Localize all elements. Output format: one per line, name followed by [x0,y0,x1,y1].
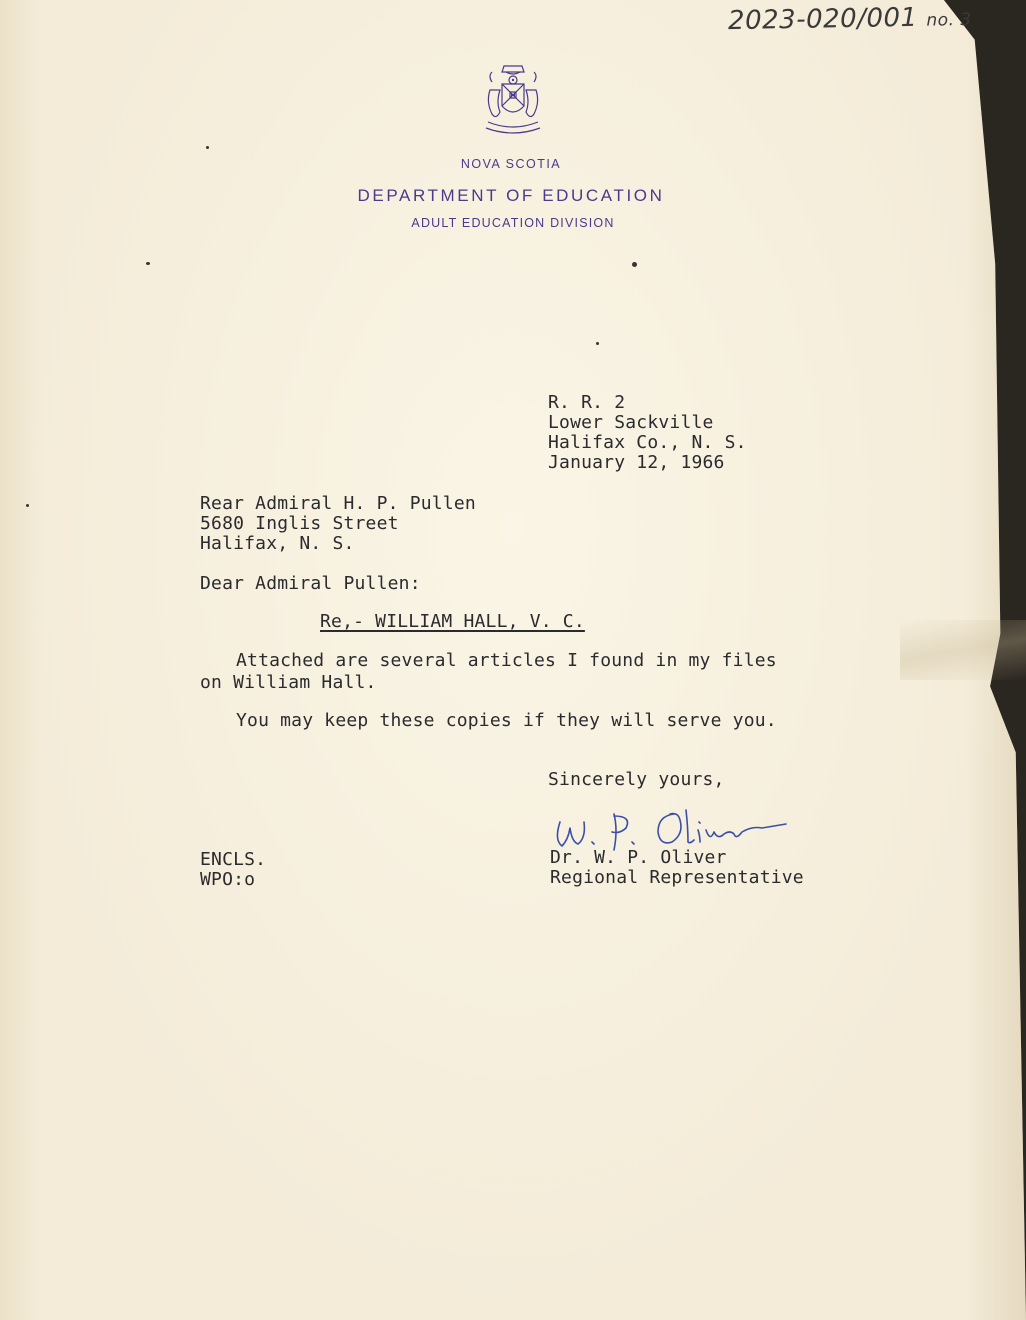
sender-address-line: R. R. 2 [548,392,626,413]
paper-speck [206,146,209,149]
paper-speck [146,262,150,265]
handwritten-signature [548,800,808,856]
body-paragraph-1-line-1: Attached are several articles I found in my files [236,650,777,671]
subject-line: Re,- WILLIAM HALL, V. C. [320,611,585,632]
recipient-address-line: Halifax, N. S. [200,533,355,554]
letterhead-division: ADULT EDUCATION DIVISION [411,216,615,230]
letterhead-province: NOVA SCOTIA [460,157,562,171]
nova-scotia-coat-of-arms-icon [482,62,544,140]
letterhead-department: DEPARTMENT OF EDUCATION [357,186,665,205]
body-paragraph-1-line-2: on William Hall. [200,672,377,693]
salutation: Dear Admiral Pullen: [200,573,421,594]
sender-address-line: Lower Sackville [548,412,714,433]
paper-speck [596,342,599,345]
typist-initials: WPO:o [200,869,256,890]
enclosures-note: ENCLS. [200,849,267,870]
recipient-address-line: 5680 Inglis Street [200,513,399,534]
paper-speck [26,504,29,507]
sender-address-line: Halifax Co., N. S. [548,432,747,453]
paper-fold [900,620,1026,680]
signer-title: Regional Representative [550,867,804,888]
archive-number: 2023-020/001 [727,2,918,37]
body-paragraph-2: You may keep these copies if they will serve you. [236,710,777,731]
archive-reference [728,2,972,36]
signer-name: Dr. W. P. Oliver [550,847,727,868]
archive-suffix: no. 3 [926,9,972,31]
recipient-address-line: Rear Admiral H. P. Pullen [200,493,476,514]
paper-speck [632,262,637,267]
letter-date: January 12, 1966 [548,452,725,473]
closing: Sincerely yours, [548,769,725,790]
